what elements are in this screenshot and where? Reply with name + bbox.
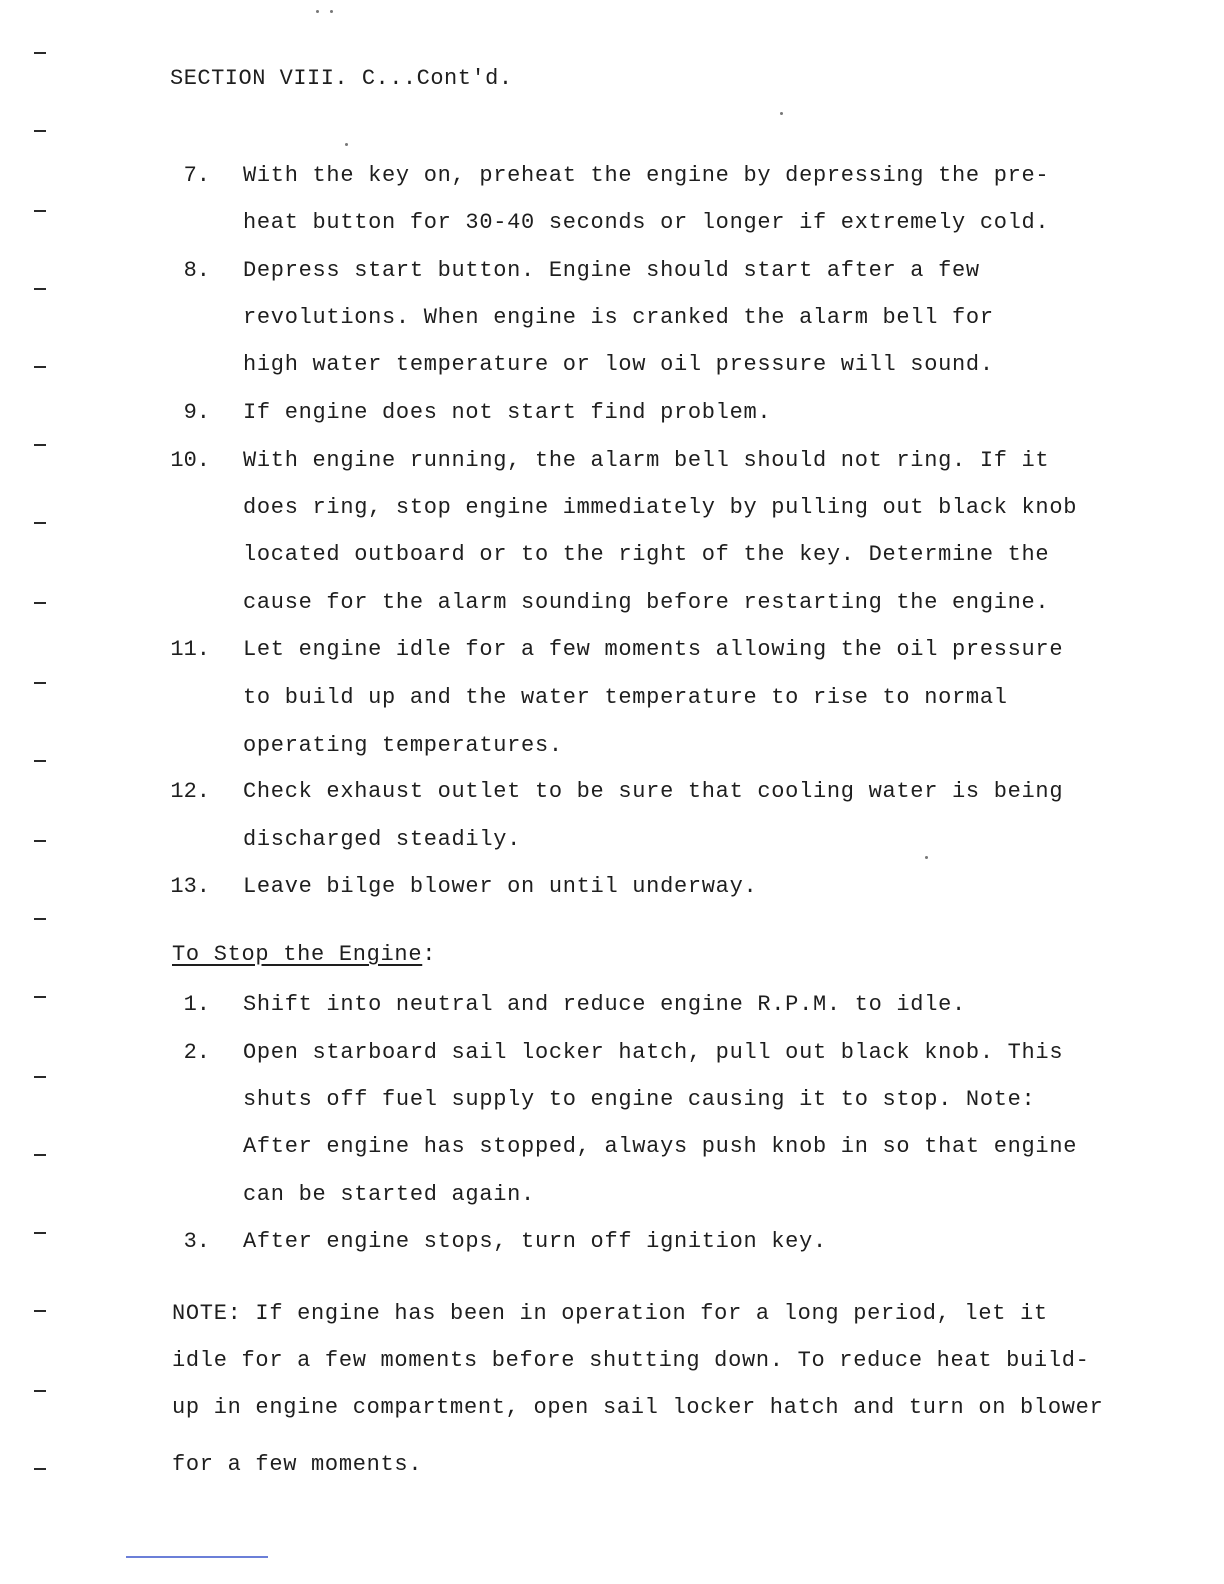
step-line: After engine has stopped, always push knob in so that engine bbox=[243, 1134, 1078, 1159]
step-line: After engine stops, turn off ignition key. bbox=[243, 1229, 827, 1254]
step-line: Open starboard sail locker hatch, pull out black knob. This bbox=[243, 1040, 1064, 1065]
margin-mark bbox=[34, 210, 46, 212]
margin-mark bbox=[34, 1076, 46, 1078]
scan-speck bbox=[345, 143, 348, 146]
note-line: idle for a few moments before shutting down. To reduce heat build- bbox=[172, 1348, 1090, 1373]
stop-engine-heading-colon: : bbox=[422, 942, 437, 967]
step-line: cause for the alarm sounding before restarting the engine. bbox=[243, 590, 1050, 615]
scan-edge-line bbox=[126, 1556, 268, 1558]
scan-speck bbox=[316, 10, 319, 13]
scan-speck bbox=[780, 112, 783, 115]
step-number: 1. bbox=[183, 992, 210, 1017]
margin-mark bbox=[34, 366, 46, 368]
margin-mark bbox=[34, 288, 46, 290]
margin-mark bbox=[34, 1154, 46, 1156]
step-number: 7. bbox=[183, 163, 210, 188]
step-line: to build up and the water temperature to rise to normal bbox=[243, 685, 1008, 710]
note-line: NOTE: If engine has been in operation for a long period, let it bbox=[172, 1301, 1048, 1326]
step-number: 3. bbox=[183, 1229, 210, 1254]
margin-mark bbox=[34, 1390, 46, 1392]
step-line: can be started again. bbox=[243, 1182, 535, 1207]
margin-mark bbox=[34, 130, 46, 132]
step-line: With the key on, preheat the engine by depressing the pre- bbox=[243, 163, 1050, 188]
step-line: revolutions. When engine is cranked the alarm bell for bbox=[243, 305, 994, 330]
step-line: Depress start button. Engine should start after a few bbox=[243, 258, 980, 283]
step-line: With engine running, the alarm bell should not ring. If it bbox=[243, 448, 1050, 473]
margin-mark bbox=[34, 918, 46, 920]
margin-mark bbox=[34, 682, 46, 684]
margin-mark bbox=[34, 996, 46, 998]
step-line: Check exhaust outlet to be sure that cooling water is being bbox=[243, 779, 1064, 804]
margin-mark bbox=[34, 444, 46, 446]
margin-mark bbox=[34, 840, 46, 842]
step-number: 12. bbox=[170, 779, 210, 804]
step-number: 13. bbox=[170, 874, 210, 899]
step-line: does ring, stop engine immediately by pulling out black knob bbox=[243, 495, 1078, 520]
margin-mark bbox=[34, 1310, 46, 1312]
stop-engine-heading bbox=[172, 942, 436, 967]
step-line: operating temperatures. bbox=[243, 733, 563, 758]
margin-mark bbox=[34, 1468, 46, 1470]
step-number: 8. bbox=[183, 258, 210, 283]
step-number: 10. bbox=[170, 448, 210, 473]
margin-mark bbox=[34, 522, 46, 524]
stop-engine-heading-text: To Stop the Engine bbox=[172, 942, 423, 967]
step-line: If engine does not start find problem. bbox=[243, 400, 772, 425]
note-line: for a few moments. bbox=[172, 1452, 423, 1477]
step-line: Let engine idle for a few moments allowing the oil pressure bbox=[243, 637, 1064, 662]
section-heading: SECTION VIII. C...Cont'd. bbox=[170, 66, 513, 91]
margin-mark bbox=[34, 602, 46, 604]
step-line: Leave bilge blower on until underway. bbox=[243, 874, 758, 899]
step-line: discharged steadily. bbox=[243, 827, 522, 852]
step-line: Shift into neutral and reduce engine R.P.M. to idle. bbox=[243, 992, 966, 1017]
step-number: 2. bbox=[183, 1040, 210, 1065]
step-line: high water temperature or low oil pressure will sound. bbox=[243, 352, 994, 377]
step-number: 9. bbox=[183, 400, 210, 425]
margin-mark bbox=[34, 1232, 46, 1234]
margin-mark bbox=[34, 52, 46, 54]
scan-speck bbox=[330, 10, 333, 13]
step-number: 11. bbox=[170, 637, 210, 662]
step-line: shuts off fuel supply to engine causing it to stop. Note: bbox=[243, 1087, 1036, 1112]
margin-mark bbox=[34, 760, 46, 762]
note-line: up in engine compartment, open sail locker hatch and turn on blower bbox=[172, 1395, 1104, 1420]
step-line: located outboard or to the right of the key. Determine the bbox=[243, 542, 1050, 567]
step-line: heat button for 30-40 seconds or longer if extremely cold. bbox=[243, 210, 1050, 235]
scan-speck bbox=[925, 856, 928, 859]
